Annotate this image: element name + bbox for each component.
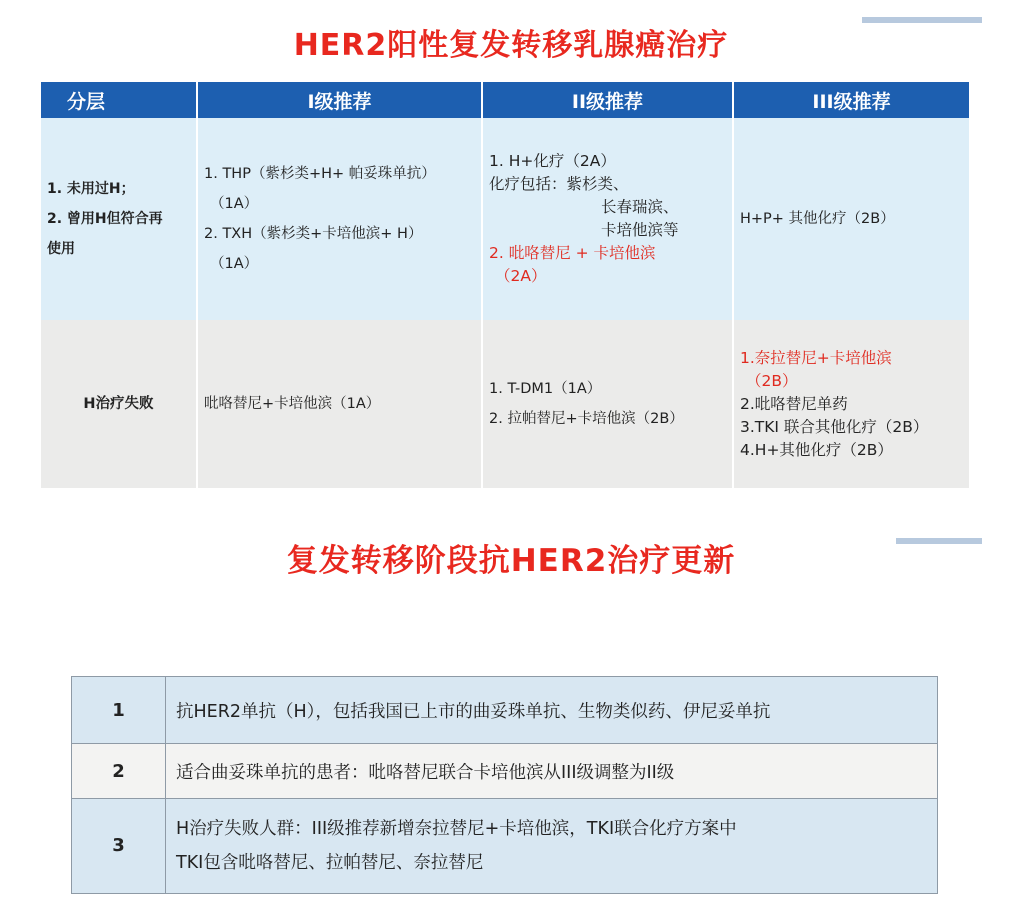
row-text xyxy=(166,799,938,894)
level2-line: 长春瑞滨、 xyxy=(601,198,679,216)
level2-line-highlight: 2. 吡咯替尼 + 卡培他滨 xyxy=(489,244,656,262)
row-text-line: TKI包含吡咯替尼、拉帕替尼、奈拉替尼 xyxy=(176,853,484,873)
section2-title: 复发转移阶段抗HER2治疗更新 xyxy=(286,543,736,579)
section1-title: HER2阳性复发转移乳腺癌治疗 xyxy=(293,28,729,63)
level3-line-highlight: （2B） xyxy=(746,371,798,390)
stratum-cell xyxy=(41,118,197,320)
level2-line-highlight: （2A） xyxy=(495,267,547,285)
row-text-line: H治疗失败人群：III级推荐新增奈拉替尼+卡培他滨，TKI联合化疗方案中 xyxy=(176,819,737,839)
table-row xyxy=(41,320,969,488)
level3-cell: H+P+ 其他化疗（2B） xyxy=(733,118,969,320)
header-level3: III级推荐 xyxy=(733,82,969,118)
header-stratum: 分层 xyxy=(41,82,197,118)
table-row xyxy=(41,118,969,320)
level3-line: 4.H+其他化疗（2B） xyxy=(740,440,893,459)
header-level2: II级推荐 xyxy=(482,82,733,118)
stratum-line: 1. 未用过H； xyxy=(47,181,135,197)
stratum-line: 2. 曾用H但符合再 xyxy=(47,211,163,227)
level2-line: 2. 拉帕替尼+卡培他滨（2B） xyxy=(489,411,684,427)
level2-line: 1. H+化疗（2A） xyxy=(489,152,616,170)
update-table xyxy=(71,676,938,894)
header-level1: I级推荐 xyxy=(197,82,482,118)
level3-line: 3.TKI 联合其他化疗（2B） xyxy=(740,417,929,436)
recommendation-table xyxy=(41,82,969,488)
row-text: 抗HER2单抗（H），包括我国已上市的曲妥珠单抗、生物类似药、伊尼妥单抗 xyxy=(166,677,938,744)
row-number: 1 xyxy=(72,677,166,744)
level2-line: 1. T-DM1（1A） xyxy=(489,381,602,397)
row-number: 3 xyxy=(72,799,166,894)
level2-cell xyxy=(482,320,733,488)
level1-line: （1A） xyxy=(210,196,259,212)
table-row xyxy=(72,799,938,894)
row-number: 2 xyxy=(72,744,166,799)
level1-cell xyxy=(197,118,482,320)
level1-cell: 吡咯替尼+卡培他滨（1A） xyxy=(197,320,482,488)
stratum-cell: H治疗失败 xyxy=(41,320,197,488)
table-header-row xyxy=(41,82,969,118)
level3-line-highlight: 1.奈拉替尼+卡培他滨 xyxy=(740,348,892,367)
stratum-line: 使用 xyxy=(47,241,75,257)
level2-line: 化疗包括：紫杉类、 xyxy=(489,175,629,193)
table-row xyxy=(72,677,938,744)
level3-line: 2.吡咯替尼单药 xyxy=(740,394,848,413)
table-row xyxy=(72,744,938,799)
level2-cell xyxy=(482,118,733,320)
level3-cell xyxy=(733,320,969,488)
row-text: 适合曲妥珠单抗的患者：吡咯替尼联合卡培他滨从III级调整为II级 xyxy=(166,744,938,799)
level2-line: 卡培他滨等 xyxy=(601,221,679,239)
level1-line: 1. THP（紫杉类+H+ 帕妥珠单抗） xyxy=(204,166,436,182)
level1-line: （1A） xyxy=(210,256,259,272)
level1-line: 2. TXH（紫杉类+卡培他滨+ H） xyxy=(204,226,423,242)
